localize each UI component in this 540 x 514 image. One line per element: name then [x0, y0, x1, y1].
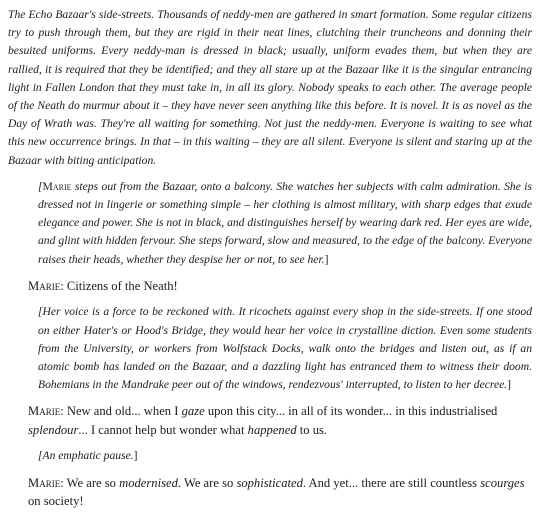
dialogue-line-new-and-old: [28, 402, 532, 439]
bracket-close: ]: [324, 252, 329, 266]
stage-direction-text: steps out from the Bazaar, onto a balcony. She watches her subjects with calm admiration. She is dressed not in lingerie or something simple – her clothing is almost military, with sharp edges that exude elegance and power. She is not in black, and distinguishes herself by wearing dark red. Her eyes are wide, and glint with hidden fervour. She steps forward, slow and measured, to the edge of the balcony. Everyone raises their heads, whether they despise her or not, to see her.: [38, 179, 532, 266]
bracket-open: [: [38, 179, 43, 193]
dialogue-text: Citizens of the Neath!: [63, 278, 178, 293]
dialogue-text: to us.: [296, 422, 328, 437]
stage-direction-voice: [38, 303, 532, 394]
character-name: Marie: [42, 179, 72, 193]
emphasis-word: sophisticated: [236, 475, 303, 490]
stage-direction-marie-balcony: [38, 178, 532, 269]
dialogue-line-modernised: [28, 474, 532, 511]
emphasis-word: splendour: [28, 422, 79, 437]
scene-description: The Echo Bazaar's side-streets. Thousands of neddy-men are gathered in smart formation. Some regular citizens try to push through them, but they are rigid in their neat lines, clutching their truncheons and donning their besuited uniforms. Every neddy-man is dressed in black; usually, uniform evades them, but when they are rallied, it is required that they be identified; and they all stare up at the Bazaar like it is the singular entrancing light in Fallen London that they must take in, in all its glory. Nobody speaks to each other. The average people of the Neath do murmur about it – they have never seen anything like this before. It is novel. It is as novel as the Day of Wrath was. They're all waiting for something. Not just the neddy-men. Everyone is waiting to see what this new occurrence brings. In that – in this waiting – they are all silent. Everyone is silent and staring up at the Bazaar with biting anticipation.: [8, 8, 532, 167]
dialogue-text: ... I cannot help but wonder what: [78, 422, 248, 437]
stage-direction-text: [An emphatic pause.: [38, 449, 134, 463]
dialogue-text: New and old... when I: [63, 404, 182, 419]
dialogue-text: . And yet... there are still countless: [302, 475, 481, 490]
emphasis-word: modernised: [119, 475, 178, 490]
dialogue-text: upon this city... in all of its wonder... in this industrialised: [204, 404, 498, 419]
emphasis-word: gaze: [181, 404, 205, 419]
stage-direction-text: [Her voice is a force to be reckoned with. It ricochets against every shop in the side-streets. If one stood on either Hater's or Hood's Bridge, they would hear her voice in crystalline diction. Even some students from the University, or workers from Wolfstack Docks, walk onto the bridges and listen out, as if an atomic bomb has landed on the Bazaar, and a dazzling light has entranced them to witness their doom. Bohemians in the Mandrake peer out of the windows, rendezvous' interrupted, to listen to her decree.: [38, 305, 532, 392]
dialogue-text: We are so: [63, 475, 120, 490]
speaker-name: Marie:: [28, 278, 64, 293]
speaker-name: Marie:: [28, 475, 64, 490]
speaker-name: Marie:: [28, 404, 64, 419]
bracket-close: ]: [133, 449, 138, 463]
dialogue-text: on society!: [28, 494, 84, 509]
emphasis-word: scourges: [480, 475, 525, 490]
emphasis-word: happened: [247, 422, 297, 437]
stage-direction-pause: [38, 447, 532, 465]
bracket-close: ]: [507, 378, 512, 392]
dialogue-line-citizens: [28, 277, 532, 296]
dialogue-text: . We are so: [177, 475, 237, 490]
